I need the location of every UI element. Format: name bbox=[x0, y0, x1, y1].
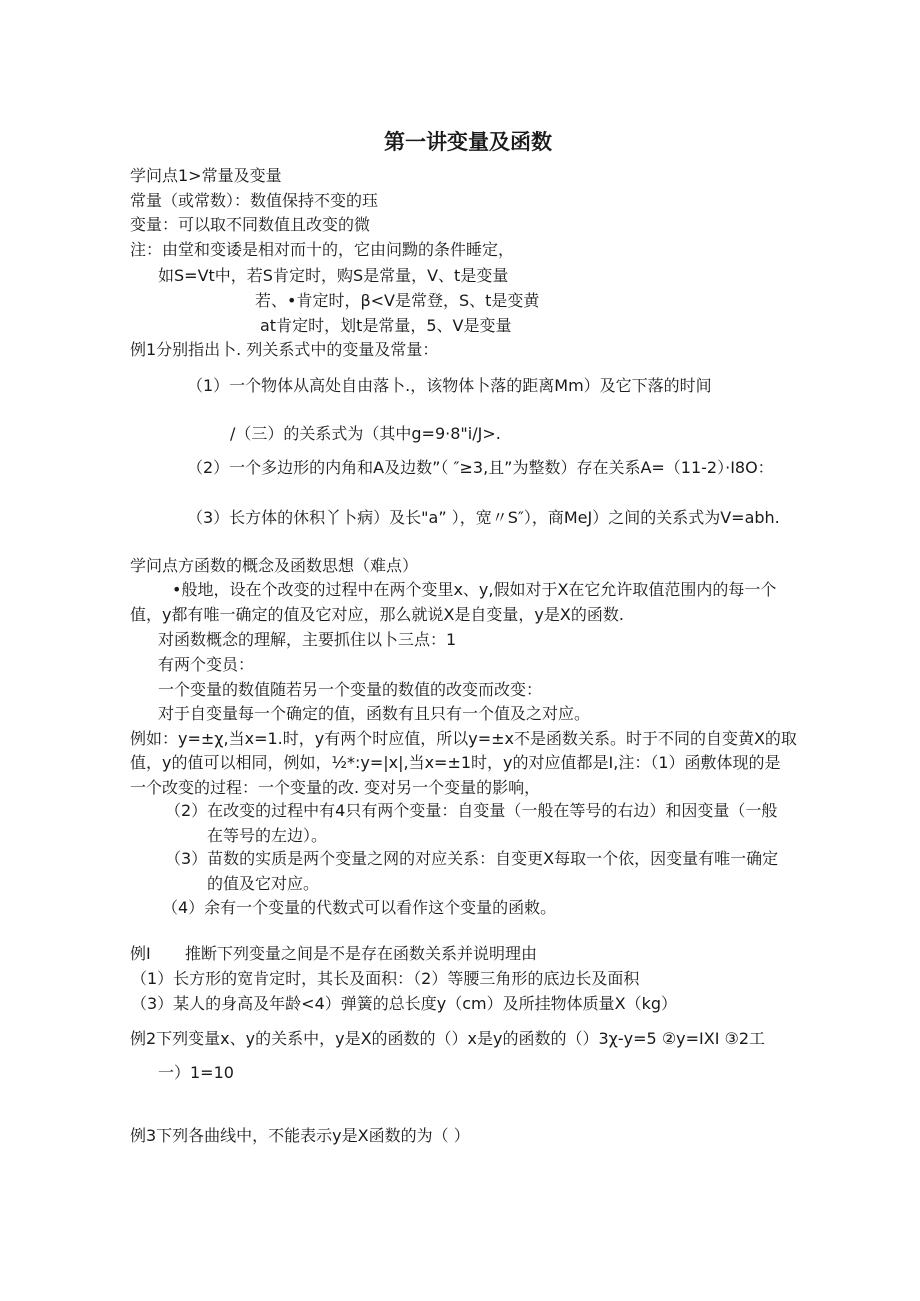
example-I-text: 推断下列变量之间是不是存在函数关系并说明理由 bbox=[185, 944, 538, 963]
example-I-line-2: （3）某人的身高及年龄<4）弹簧的总长度y（cm）及所挂物体质量X（kg） bbox=[131, 994, 678, 1013]
section2-heading: 学问点方函数的概念及函数思想（难点） bbox=[130, 556, 419, 575]
note-4: （4）余有一个变量的代数式可以看作这个变量的函敕。 bbox=[162, 898, 557, 917]
example1-item-1: （1）一个物体从高处自由落卜.，该物体卜落的距离Mm）及它下落的时间 bbox=[187, 376, 712, 395]
example2-line-2: 一）1=10 bbox=[158, 1063, 234, 1082]
section1-heading: 学问点1>常量及变量 bbox=[130, 166, 282, 185]
note-2-line-2: 在等号的左边）。 bbox=[207, 826, 328, 845]
point-3: 对于自变量每一个确定的值，函数有且只有一个值及之对应。 bbox=[158, 704, 591, 723]
note-3-line-1: （3）苗数的实质是两个变量之网的对应关系：自变更X每取一个依，因变量有唯一确定 bbox=[165, 849, 779, 868]
example-I-label: 例I bbox=[130, 944, 151, 963]
note-line: 注：由堂和变诿是相对而十的，它由问黝的条件睡定， bbox=[130, 240, 515, 259]
note-example-1: 如S=Vt中，若S肯定时，购S是常量，V、t是变量 bbox=[158, 266, 509, 285]
function-example-line-1: 例如：y=±χ,当x=1.时，y有两个时应值，所以y=±x不是函数关系。时于不同的自变黄X的取 bbox=[130, 729, 797, 748]
page-title: 第一讲变量及函数 bbox=[384, 130, 552, 154]
note-2-line-1: （2）在改变的过程中有4只有两个变量：自变量（一般在等号的右边）和因变量（一般 bbox=[165, 801, 778, 820]
understanding-line: 对函数概念的理解，主要抓住以卜三点：1 bbox=[158, 630, 457, 649]
example1-item-2: （2）一个多边形的内角和A及边数”（ ″≥3,且”为整数）存在关系A=（11-2）·I8O： bbox=[187, 458, 774, 477]
example1-item-3: （3）长方体的休积丫卜病）及长"a” ），宽〃S″），商MeJ）之间的关系式为V=abh. bbox=[187, 508, 780, 527]
note-3-line-2: 的值及它对应。 bbox=[207, 874, 320, 893]
note-example-3: at肯定时，划t是常量，5、V是变量 bbox=[260, 316, 512, 335]
variable-definition: 变量：可以取不同数值且改变的微 bbox=[130, 215, 371, 234]
function-example-line-2: 值，y的值可以相同，例如，½*:y=|x|,当x=±1时，y的对应值都是I,注：（1）函敷体现的是 bbox=[130, 753, 781, 772]
example-I-line-1: （1）长方形的宽肯定时，其长及面积：（2）等腰三角形的底边长及面积 bbox=[131, 969, 640, 988]
function-example-line-3: 一个改变的过程：一个变量的改. 变对另一个变量的影响， bbox=[130, 778, 541, 797]
example1-intro: 例1分别指出卜. 列关系式中的变量及常量： bbox=[130, 340, 439, 359]
note-example-2: 若、•肯定时，β<V是常登，S、t是变黄 bbox=[255, 291, 540, 310]
point-2: 一个变量的数值随若另一个变量的数值的改变而改变： bbox=[158, 680, 543, 699]
example3-line: 例3下列各曲线中，不能表示y是X函数的为（ ） bbox=[130, 1126, 470, 1145]
example2-line-1: 例2下列变量x、y的关系中，y是X的函数的（）x是y的函数的（）3χ-y=5 ②y=IXI ③2工 bbox=[130, 1029, 766, 1048]
constant-definition: 常量（或常数）：数值保持不变的珏 bbox=[130, 191, 379, 210]
definition-line-2: 值，y都有唯一确定的值及它对应，那么就说X是自变量，y是X的函数. bbox=[130, 605, 624, 624]
example1-item-1-continued: /（三）的关系式为（其中g=9·8"i∕J>. bbox=[230, 424, 501, 443]
point-1: 有两个变员： bbox=[158, 655, 255, 674]
definition-line-1: •般地，设在个改变的过程中在两个变里x、y,假如对于X在它允许取值范围内的每一个 bbox=[172, 580, 777, 599]
